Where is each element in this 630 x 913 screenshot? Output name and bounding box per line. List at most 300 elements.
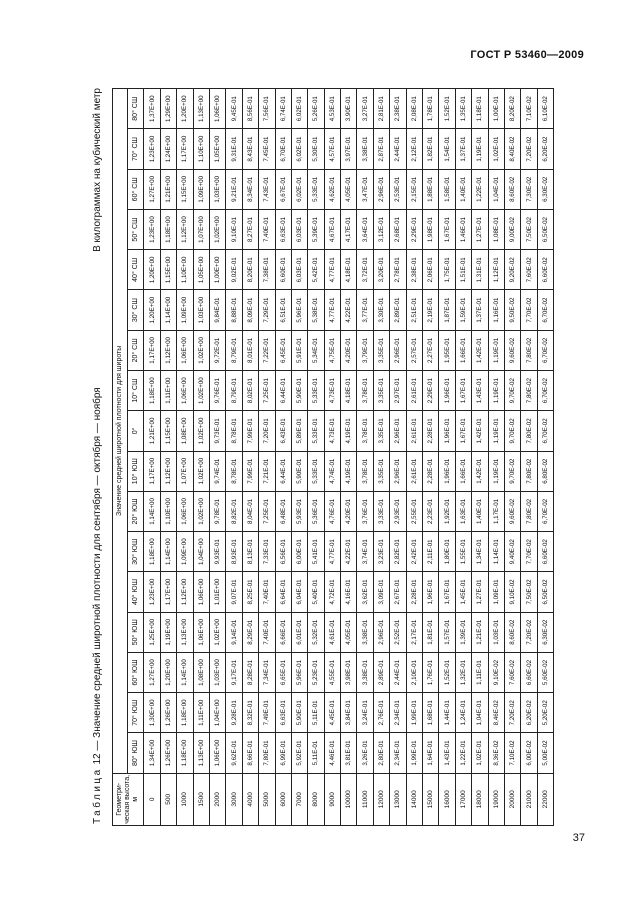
density-cell: 3,35E-01 bbox=[373, 330, 389, 370]
table-row bbox=[160, 89, 176, 826]
density-cell: 7,50E-02 bbox=[521, 209, 537, 249]
density-cell: 1,12E-01 bbox=[488, 250, 504, 290]
density-cell: 1,07E+00 bbox=[177, 451, 193, 491]
density-cell: 1,17E+00 bbox=[177, 129, 193, 169]
density-cell: 2,10E-01 bbox=[406, 652, 422, 692]
density-cell: 4,72E-01 bbox=[324, 572, 340, 612]
density-cell: 1,03E+00 bbox=[193, 290, 209, 330]
density-cell: 1,17E+00 bbox=[160, 572, 176, 612]
density-cell: 9,70E-02 bbox=[504, 411, 520, 451]
density-cell: 6,02E-01 bbox=[291, 89, 307, 129]
altitude-cell: 20000 bbox=[504, 773, 520, 825]
density-cell: 1,25E+00 bbox=[144, 612, 160, 652]
density-cell: 2,44E-01 bbox=[390, 652, 406, 692]
density-cell: 3,35E-01 bbox=[373, 451, 389, 491]
density-cell: 1,31E-01 bbox=[472, 250, 488, 290]
density-cell: 3,72E-01 bbox=[357, 250, 373, 290]
altitude-cell: 18000 bbox=[472, 773, 488, 825]
density-cell: 5,33E-01 bbox=[308, 371, 324, 411]
column-header: 0° bbox=[128, 411, 144, 451]
density-cell: 2,15E-01 bbox=[406, 169, 422, 209]
density-cell: 1,21E+00 bbox=[160, 169, 176, 209]
density-cell: 8,34E-01 bbox=[242, 169, 258, 209]
table-row bbox=[390, 89, 406, 826]
density-cell: 1,03E-01 bbox=[488, 612, 504, 652]
density-cell: 1,24E-01 bbox=[455, 693, 471, 733]
density-cell: 1,02E+00 bbox=[209, 209, 225, 249]
density-cell: 6,30E-02 bbox=[537, 169, 553, 209]
caption-title bbox=[92, 387, 103, 824]
density-cell: 1,23E+00 bbox=[144, 572, 160, 612]
density-cell: 5,33E-01 bbox=[308, 169, 324, 209]
density-cell: 1,26E+00 bbox=[160, 733, 176, 773]
altitude-cell: 2000 bbox=[209, 773, 225, 825]
density-cell: 6,70E-02 bbox=[537, 371, 553, 411]
density-cell: 1,18E+00 bbox=[144, 532, 160, 572]
density-cell: 4,20E-01 bbox=[341, 491, 357, 531]
density-cell: 1,67E-01 bbox=[439, 572, 455, 612]
density-cell: 2,68E-01 bbox=[390, 209, 406, 249]
density-cell: 6,66E-01 bbox=[275, 612, 291, 652]
density-cell: 1,19E-01 bbox=[472, 129, 488, 169]
density-cell: 8,04E-01 bbox=[242, 491, 258, 531]
density-cell: 2,19E-01 bbox=[423, 290, 439, 330]
density-cell: 1,08E-01 bbox=[488, 209, 504, 249]
column-header: 30° СШ bbox=[128, 290, 144, 330]
density-cell: 2,96E-01 bbox=[373, 612, 389, 652]
density-cell: 1,42E-01 bbox=[472, 330, 488, 370]
density-cell: 1,13E+00 bbox=[193, 733, 209, 773]
density-cell: 1,09E+00 bbox=[177, 532, 193, 572]
density-cell: 1,09E+00 bbox=[193, 169, 209, 209]
column-header: 50° СШ bbox=[128, 209, 144, 249]
table-row bbox=[439, 89, 455, 826]
density-cell: 7,20E-01 bbox=[259, 411, 275, 451]
density-cell: 1,13E+00 bbox=[193, 89, 209, 129]
density-cell: 7,45E-01 bbox=[259, 129, 275, 169]
density-cell: 9,72E-01 bbox=[209, 330, 225, 370]
density-cell: 6,63E-01 bbox=[275, 209, 291, 249]
density-cell: 1,24E+00 bbox=[160, 129, 176, 169]
table-row bbox=[406, 89, 422, 826]
table-row bbox=[521, 89, 537, 826]
density-cell: 9,84E-01 bbox=[209, 290, 225, 330]
density-cell: 1,08E+00 bbox=[177, 411, 193, 451]
density-cell: 4,57E-01 bbox=[324, 129, 340, 169]
density-cell: 1,05E+00 bbox=[193, 250, 209, 290]
table-row bbox=[504, 89, 520, 826]
density-cell: 6,67E-01 bbox=[275, 169, 291, 209]
density-cell: 5,38E-01 bbox=[308, 290, 324, 330]
column-header: 20° СШ bbox=[128, 330, 144, 370]
altitude-cell: 6000 bbox=[275, 773, 291, 825]
density-cell: 9,14E-01 bbox=[226, 612, 242, 652]
density-cell: 1,42E-01 bbox=[472, 451, 488, 491]
density-cell: 4,75E-01 bbox=[324, 330, 340, 370]
density-cell: 1,21E+00 bbox=[144, 411, 160, 451]
density-cell: 3,98E-01 bbox=[341, 652, 357, 692]
caption-text: — Значение средней широтной плотности для сентября — октября — ноября bbox=[92, 387, 103, 751]
density-cell: 3,35E-01 bbox=[373, 411, 389, 451]
density-cell: 1,20E+00 bbox=[144, 250, 160, 290]
density-cell: 1,19E-01 bbox=[488, 451, 504, 491]
density-cell: 6,20E-02 bbox=[521, 693, 537, 733]
density-cell: 3,33E-01 bbox=[373, 491, 389, 531]
table-row bbox=[455, 89, 471, 826]
density-cell: 6,51E-01 bbox=[275, 290, 291, 330]
density-cell: 7,25E-01 bbox=[259, 371, 275, 411]
density-cell: 1,67E-01 bbox=[455, 411, 471, 451]
group-header: Значение средней широтной плотности для широты bbox=[113, 89, 128, 774]
density-cell: 7,50E-02 bbox=[521, 572, 537, 612]
density-cell: 1,78E-01 bbox=[423, 89, 439, 129]
density-cell: 8,56E-01 bbox=[242, 89, 258, 129]
altitude-cell: 500 bbox=[160, 773, 176, 825]
density-cell: 1,81E-01 bbox=[423, 612, 439, 652]
density-cell: 1,12E+00 bbox=[177, 572, 193, 612]
density-cell: 5,33E-01 bbox=[308, 411, 324, 451]
density-cell: 6,02E-01 bbox=[291, 129, 307, 169]
density-cell: 1,96E-01 bbox=[439, 451, 455, 491]
density-cell: 1,04E-01 bbox=[488, 169, 504, 209]
altitude-cell: 5000 bbox=[259, 773, 275, 825]
density-cell: 1,35E-01 bbox=[455, 89, 471, 129]
density-cell: 1,27E-01 bbox=[472, 572, 488, 612]
table-group-header-row bbox=[113, 89, 128, 826]
density-cell: 1,42E-01 bbox=[472, 411, 488, 451]
altitude-cell: 1500 bbox=[193, 773, 209, 825]
column-header: 50° ЮШ bbox=[128, 612, 144, 652]
density-cell: 1,18E+00 bbox=[177, 733, 193, 773]
density-cell: 3,20E-01 bbox=[373, 250, 389, 290]
density-cell: 1,14E+00 bbox=[177, 652, 193, 692]
density-cell: 1,76E-01 bbox=[423, 652, 439, 692]
density-cell: 7,30E-02 bbox=[521, 169, 537, 209]
density-cell: 1,27E-01 bbox=[472, 209, 488, 249]
density-cell: 5,41E-01 bbox=[308, 532, 324, 572]
density-cell: 8,78E-01 bbox=[226, 411, 242, 451]
standard-header: ГОСТ Р 53460—2009 bbox=[470, 49, 584, 61]
density-cell: 1,00E-01 bbox=[488, 89, 504, 129]
density-cell: 5,34E-01 bbox=[308, 330, 324, 370]
density-cell: 5,26E-01 bbox=[308, 89, 324, 129]
density-cell: 2,61E-01 bbox=[406, 411, 422, 451]
density-cell: 2,38E-01 bbox=[406, 250, 422, 290]
table-row bbox=[177, 89, 193, 826]
density-cell: 6,70E-02 bbox=[537, 330, 553, 370]
density-cell: 1,54E-01 bbox=[439, 129, 455, 169]
density-cell: 1,18E+00 bbox=[144, 371, 160, 411]
altitude-cell: 16000 bbox=[439, 773, 455, 825]
density-cell: 6,99E-01 bbox=[275, 733, 291, 773]
density-cell: 1,20E+00 bbox=[177, 89, 193, 129]
density-cell: 4,19E-01 bbox=[341, 451, 357, 491]
density-cell: 5,91E-01 bbox=[291, 330, 307, 370]
density-cell: 4,77E-01 bbox=[324, 250, 340, 290]
column-header: 40° СШ bbox=[128, 250, 144, 290]
density-cell: 4,77E-01 bbox=[324, 290, 340, 330]
caption-units: В килограммах на кубический метр bbox=[92, 88, 103, 252]
density-cell: 6,74E-01 bbox=[275, 89, 291, 129]
density-cell: 1,04E+00 bbox=[209, 693, 225, 733]
density-cell: 3,38E-01 bbox=[357, 129, 373, 169]
density-cell: 1,52E-01 bbox=[439, 652, 455, 692]
altitude-cell: 0 bbox=[144, 773, 160, 825]
density-cell: 3,64E-01 bbox=[357, 209, 373, 249]
density-cell: 1,14E+00 bbox=[160, 290, 176, 330]
density-cell: 6,48E-01 bbox=[275, 491, 291, 531]
column-header: 20° ЮШ bbox=[128, 491, 144, 531]
density-cell: 6,03E-01 bbox=[291, 250, 307, 290]
density-cell: 6,70E-02 bbox=[537, 411, 553, 451]
density-cell: 6,70E-02 bbox=[537, 491, 553, 531]
density-cell: 8,66E-01 bbox=[242, 733, 258, 773]
density-cell: 7,25E-01 bbox=[259, 491, 275, 531]
density-cell: 1,98E-01 bbox=[423, 209, 439, 249]
density-cell: 9,93E-01 bbox=[209, 532, 225, 572]
density-cell: 2,12E-01 bbox=[406, 129, 422, 169]
density-cell: 1,02E+00 bbox=[193, 330, 209, 370]
density-cell: 2,11E-01 bbox=[423, 532, 439, 572]
density-cell: 6,01E-01 bbox=[291, 612, 307, 652]
density-cell: 8,01E-01 bbox=[242, 330, 258, 370]
density-cell: 1,19E+00 bbox=[160, 612, 176, 652]
density-cell: 3,26E-01 bbox=[357, 733, 373, 773]
density-cell: 1,13E+00 bbox=[177, 612, 193, 652]
density-cell: 7,60E-02 bbox=[521, 250, 537, 290]
table-row bbox=[324, 89, 340, 826]
density-cell: 5,60E-02 bbox=[537, 652, 553, 692]
table-body bbox=[144, 89, 554, 826]
density-cell: 2,89E-01 bbox=[373, 652, 389, 692]
altitude-cell: 12000 bbox=[373, 773, 389, 825]
density-cell: 1,17E-01 bbox=[488, 491, 504, 531]
table-row bbox=[144, 89, 160, 826]
density-cell: 5,11E-01 bbox=[308, 733, 324, 773]
density-cell: 3,74E-01 bbox=[357, 532, 373, 572]
density-cell: 9,00E-02 bbox=[504, 209, 520, 249]
table-row bbox=[357, 89, 373, 826]
density-cell: 6,30E-02 bbox=[537, 612, 553, 652]
density-cell: 1,39E-01 bbox=[455, 612, 471, 652]
density-cell: 9,02E-01 bbox=[226, 250, 242, 290]
density-cell: 5,39E-01 bbox=[308, 209, 324, 249]
density-cell: 7,40E-01 bbox=[259, 612, 275, 652]
density-cell: 1,67E-01 bbox=[439, 209, 455, 249]
density-cell: 4,55E-01 bbox=[324, 652, 340, 692]
density-cell: 1,19E-01 bbox=[488, 371, 504, 411]
density-cell: 6,44E-01 bbox=[275, 451, 291, 491]
density-cell: 2,89E-01 bbox=[390, 290, 406, 330]
column-header: 60° ЮШ bbox=[128, 652, 144, 692]
density-cell: 4,19E-01 bbox=[341, 411, 357, 451]
density-cell: 3,90E-01 bbox=[341, 89, 357, 129]
density-cell: 7,80E-02 bbox=[521, 491, 537, 531]
density-cell: 4,77E-01 bbox=[324, 532, 340, 572]
table-row bbox=[373, 89, 389, 826]
density-cell: 2,61E-01 bbox=[406, 451, 422, 491]
density-cell: 2,52E-01 bbox=[390, 612, 406, 652]
density-cell: 2,34E-01 bbox=[390, 733, 406, 773]
density-cell: 7,56E-01 bbox=[259, 89, 275, 129]
density-cell: 5,33E-01 bbox=[308, 451, 324, 491]
table-row bbox=[537, 89, 553, 826]
density-cell: 9,21E-01 bbox=[226, 169, 242, 209]
density-cell: 9,45E-01 bbox=[226, 89, 242, 129]
density-cell: 7,49E-01 bbox=[259, 693, 275, 733]
density-cell: 8,82E-01 bbox=[226, 491, 242, 531]
density-cell: 5,32E-01 bbox=[308, 612, 324, 652]
density-cell: 1,03E+00 bbox=[209, 169, 225, 209]
density-cell: 4,18E-01 bbox=[341, 250, 357, 290]
density-cell: 1,51E-01 bbox=[455, 250, 471, 290]
density-cell: 1,40E-01 bbox=[455, 169, 471, 209]
density-cell: 9,73E-01 bbox=[209, 411, 225, 451]
density-cell: 1,02E+00 bbox=[209, 612, 225, 652]
density-cell: 9,70E-02 bbox=[504, 371, 520, 411]
density-cell: 7,33E-01 bbox=[259, 532, 275, 572]
altitude-cell: 4000 bbox=[242, 773, 258, 825]
density-cell: 1,30E+00 bbox=[144, 693, 160, 733]
density-cell: 2,29E-01 bbox=[423, 371, 439, 411]
density-cell: 9,60E-02 bbox=[504, 491, 520, 531]
density-cell: 8,43E-01 bbox=[242, 129, 258, 169]
density-cell: 2,06E-01 bbox=[423, 250, 439, 290]
density-cell: 6,44E-01 bbox=[275, 371, 291, 411]
density-cell: 9,62E-01 bbox=[226, 733, 242, 773]
density-cell: 5,90E-01 bbox=[291, 371, 307, 411]
density-cell: 1,02E+00 bbox=[193, 451, 209, 491]
density-cell: 2,08E-01 bbox=[406, 89, 422, 129]
density-cell: 1,12E+00 bbox=[160, 330, 176, 370]
density-cell: 6,10E-02 bbox=[537, 89, 553, 129]
density-cell: 1,02E+00 bbox=[193, 411, 209, 451]
density-cell: 1,19E-01 bbox=[488, 411, 504, 451]
density-cell: 7,29E-01 bbox=[259, 290, 275, 330]
density-cell: 2,38E-01 bbox=[390, 89, 406, 129]
density-cell: 6,50E-02 bbox=[537, 209, 553, 249]
density-cell: 4,22E-01 bbox=[341, 290, 357, 330]
density-cell: 3,47E-01 bbox=[357, 169, 373, 209]
density-cell: 1,43E-01 bbox=[472, 371, 488, 411]
density-cell: 8,60E-02 bbox=[504, 612, 520, 652]
density-cell: 3,24E-01 bbox=[357, 693, 373, 733]
density-cell: 7,40E-01 bbox=[259, 209, 275, 249]
density-cell: 2,76E-01 bbox=[373, 693, 389, 733]
density-cell: 7,80E-02 bbox=[521, 371, 537, 411]
density-cell: 1,09E+00 bbox=[177, 290, 193, 330]
density-cell: 1,37E-01 bbox=[472, 290, 488, 330]
density-cell: 6,03E-01 bbox=[291, 209, 307, 249]
density-cell: 1,29E+00 bbox=[160, 89, 176, 129]
density-cell: 3,78E-01 bbox=[357, 371, 373, 411]
density-cell: 1,96E-01 bbox=[423, 572, 439, 612]
density-cell: 1,22E-01 bbox=[455, 733, 471, 773]
table-row bbox=[226, 89, 242, 826]
table-row bbox=[308, 89, 324, 826]
density-cell: 2,51E-01 bbox=[406, 290, 422, 330]
density-cell: 6,60E-02 bbox=[537, 532, 553, 572]
altitude-cell: 3000 bbox=[226, 773, 242, 825]
density-cell: 8,46E-02 bbox=[488, 693, 504, 733]
density-cell: 7,22E-01 bbox=[259, 330, 275, 370]
density-cell: 2,96E-01 bbox=[390, 330, 406, 370]
density-cell: 5,96E-01 bbox=[291, 290, 307, 330]
density-cell: 9,60E-02 bbox=[504, 330, 520, 370]
density-cell: 9,50E-02 bbox=[504, 290, 520, 330]
density-cell: 4,73E-01 bbox=[324, 371, 340, 411]
density-cell: 3,84E-01 bbox=[341, 693, 357, 733]
density-cell: 7,60E-02 bbox=[504, 652, 520, 692]
density-cell: 1,44E-01 bbox=[439, 693, 455, 733]
density-cell: 1,58E-01 bbox=[439, 169, 455, 209]
density-cell: 2,96E-01 bbox=[373, 169, 389, 209]
table-caption bbox=[90, 88, 110, 826]
density-cell: 2,34E-01 bbox=[390, 693, 406, 733]
density-cell: 1,59E-01 bbox=[455, 290, 471, 330]
density-cell: 1,10E+00 bbox=[177, 250, 193, 290]
density-cell: 1,04E-01 bbox=[472, 693, 488, 733]
density-cell: 5,00E-02 bbox=[537, 733, 553, 773]
density-cell: 8,20E-01 bbox=[242, 250, 258, 290]
density-cell: 1,17E+00 bbox=[144, 451, 160, 491]
density-cell: 6,00E-02 bbox=[521, 733, 537, 773]
density-cell: 8,79E-01 bbox=[226, 330, 242, 370]
density-cell: 6,60E-01 bbox=[275, 250, 291, 290]
density-cell: 1,55E-01 bbox=[455, 532, 471, 572]
density-cell: 3,81E-01 bbox=[341, 733, 357, 773]
density-cell: 1,06E+00 bbox=[209, 89, 225, 129]
density-cell: 1,63E-01 bbox=[455, 491, 471, 531]
density-cell: 2,44E-01 bbox=[390, 129, 406, 169]
density-table bbox=[112, 88, 554, 826]
density-cell: 3,78E-01 bbox=[357, 411, 373, 451]
density-cell: 1,67E-01 bbox=[455, 371, 471, 411]
table-row bbox=[259, 89, 275, 826]
density-cell: 7,80E-02 bbox=[521, 330, 537, 370]
density-cell: 1,02E-01 bbox=[472, 733, 488, 773]
density-cell: 2,27E-01 bbox=[423, 330, 439, 370]
altitude-cell: 14000 bbox=[406, 773, 422, 825]
density-cell: 7,80E-02 bbox=[521, 411, 537, 451]
density-cell: 4,46E-01 bbox=[324, 733, 340, 773]
density-cell: 8,02E-01 bbox=[242, 371, 258, 411]
density-cell: 1,88E-01 bbox=[423, 169, 439, 209]
density-cell: 1,06E+00 bbox=[209, 733, 225, 773]
density-cell: 7,21E-01 bbox=[259, 451, 275, 491]
column-header: 80° СШ bbox=[128, 89, 144, 129]
density-cell: 1,12E+00 bbox=[177, 209, 193, 249]
density-cell: 6,04E-01 bbox=[291, 572, 307, 612]
density-cell: 1,11E+00 bbox=[160, 371, 176, 411]
density-cell: 3,76E-01 bbox=[357, 491, 373, 531]
density-cell: 2,96E-01 bbox=[390, 411, 406, 451]
altitude-cell: 15000 bbox=[423, 773, 439, 825]
column-header: 40° ЮШ bbox=[128, 572, 144, 612]
density-cell: 8,28E-01 bbox=[242, 652, 258, 692]
density-cell: 1,32E-01 bbox=[455, 652, 471, 692]
density-cell: 1,18E+00 bbox=[160, 209, 176, 249]
density-cell: 4,73E-01 bbox=[324, 411, 340, 451]
density-cell: 1,92E-01 bbox=[439, 491, 455, 531]
table-row bbox=[209, 89, 225, 826]
density-cell: 2,23E-01 bbox=[423, 491, 439, 531]
table-row bbox=[488, 89, 504, 826]
density-cell: 9,17E-01 bbox=[226, 652, 242, 692]
density-cell: 9,70E-02 bbox=[504, 451, 520, 491]
density-cell: 1,57E-01 bbox=[439, 612, 455, 652]
density-cell: 9,31E-01 bbox=[226, 129, 242, 169]
